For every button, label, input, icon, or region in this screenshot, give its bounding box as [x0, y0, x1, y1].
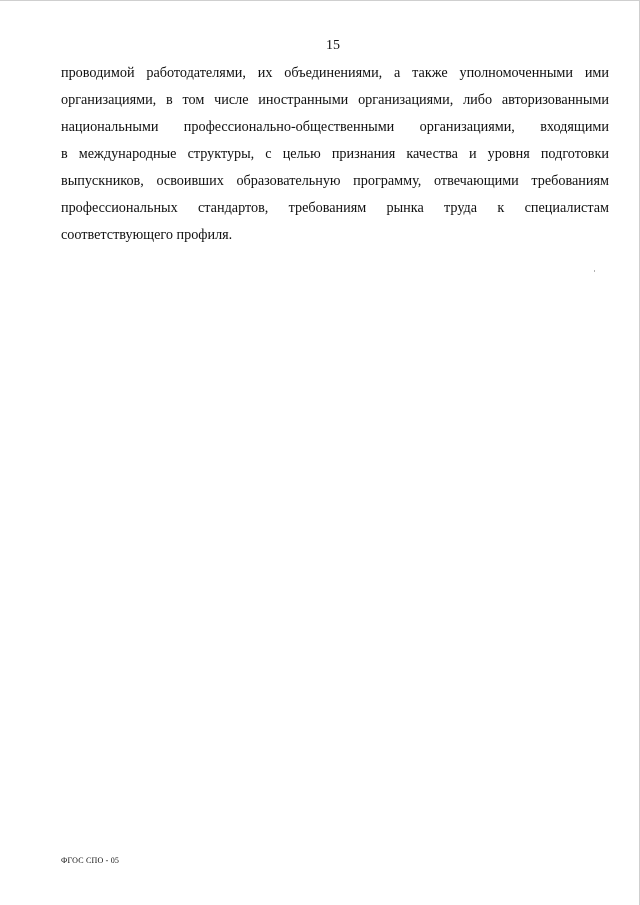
- body-paragraph: [61, 60, 609, 249]
- body-line: проводимой работодателями, их объединениями, а также уполномоченными ими: [61, 65, 609, 81]
- body-line: выпускников, освоивших образовательную программу, отвечающими требованиям: [61, 173, 609, 189]
- scan-speck: [594, 270, 595, 272]
- body-line: соответствующего профиля.: [61, 227, 233, 243]
- footer-label: ФГОС СПО - 05: [61, 856, 120, 865]
- body-line: национальными профессионально-общественными организациями, входящими: [61, 119, 609, 135]
- body-line: организациями, в том числе иностранными организациями, либо авторизованными: [61, 92, 609, 108]
- body-line: в международные структуры, с целью признания качества и уровня подготовки: [61, 146, 609, 162]
- page-edge-top: [0, 0, 640, 1]
- body-line: профессиональных стандартов, требованиям рынка труда к специалистам: [61, 200, 609, 216]
- page-number: 15: [326, 38, 340, 53]
